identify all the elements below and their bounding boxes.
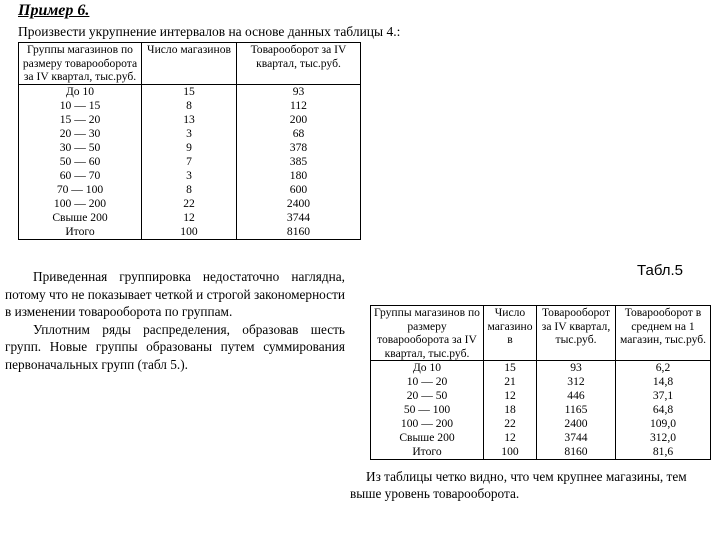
table-cell: 12: [142, 211, 237, 225]
conclusion-text: [350, 468, 715, 502]
table-cell: 3744: [537, 431, 616, 445]
table-cell: 100: [142, 225, 237, 240]
table-cell: 20 — 30: [19, 127, 142, 141]
table-row: [371, 361, 711, 376]
table-cell: 180: [237, 169, 361, 183]
table-cell: 600: [237, 183, 361, 197]
explanation-p2: Уплотним ряды распределения, образовав шесть групп. Новые группы образованы путем суммирования первоначальных групп (табл 5.).: [5, 321, 345, 372]
table-cell: 10 — 20: [371, 375, 484, 389]
table-cell: 37,1: [616, 389, 711, 403]
table-cell: 7: [142, 155, 237, 169]
table-row: [19, 183, 361, 197]
table-cell: 68: [237, 127, 361, 141]
table-cell: 93: [537, 361, 616, 376]
table-cell: 64,8: [616, 403, 711, 417]
table-cell: 60 — 70: [19, 169, 142, 183]
table-cell: 2400: [537, 417, 616, 431]
table-cell: 22: [142, 197, 237, 211]
table-row: [371, 375, 711, 389]
table-cell: 18: [484, 403, 537, 417]
table-4-body: [19, 84, 361, 239]
table-5-body: [371, 361, 711, 460]
table-cell: 50 — 60: [19, 155, 142, 169]
table-row: [19, 84, 361, 99]
table-cell: 12: [484, 431, 537, 445]
table-cell: 100 — 200: [19, 197, 142, 211]
header-count: Число магазино в: [484, 306, 537, 361]
table-cell: Итого: [19, 225, 142, 240]
table-row: [19, 127, 361, 141]
table-cell: 10 — 15: [19, 99, 142, 113]
table-row: [19, 113, 361, 127]
page-title: Пример 6.: [18, 2, 90, 19]
table-cell: 312: [537, 375, 616, 389]
table-row: [19, 99, 361, 113]
table-4: [18, 42, 361, 240]
table-cell: 12: [484, 389, 537, 403]
table-row: [19, 225, 361, 240]
table-cell: 93: [237, 84, 361, 99]
table-row: [19, 211, 361, 225]
table-cell: 100: [484, 445, 537, 460]
table-cell: 109,0: [616, 417, 711, 431]
table-cell: 15 — 20: [19, 113, 142, 127]
header-avg-turnover: Товарооборот в среднем на 1 магазин, тыс.руб.: [616, 306, 711, 361]
table-cell: 15: [484, 361, 537, 376]
table-cell: 9: [142, 141, 237, 155]
table-cell: Свыше 200: [19, 211, 142, 225]
table-cell: 50 — 100: [371, 403, 484, 417]
table-cell: 8160: [237, 225, 361, 240]
explanation-p1: Приведенная группировка недостаточно наглядна, потому что не показывает четкой и строгой закономерности в изменении товарооборота по группам.: [5, 269, 345, 319]
table-cell: 8160: [537, 445, 616, 460]
table-cell: 1165: [537, 403, 616, 417]
table-cell: До 10: [19, 84, 142, 99]
header-count: Число магазинов: [142, 43, 237, 85]
table-row: [19, 169, 361, 183]
table-cell: 100 — 200: [371, 417, 484, 431]
table-cell: 3744: [237, 211, 361, 225]
table-row: [371, 417, 711, 431]
table-row: [19, 141, 361, 155]
table-cell: До 10: [371, 361, 484, 376]
table-cell: 6,2: [616, 361, 711, 376]
table-cell: 20 — 50: [371, 389, 484, 403]
table-5: [370, 305, 711, 460]
table-row: [371, 389, 711, 403]
header-turnover: Товарооборот за IV квартал, тыс.руб.: [537, 306, 616, 361]
table-cell: 446: [537, 389, 616, 403]
table-cell: 3: [142, 127, 237, 141]
table-cell: 81,6: [616, 445, 711, 460]
table-cell: 312,0: [616, 431, 711, 445]
table-cell: 70 — 100: [19, 183, 142, 197]
header-groups: Группы магазинов по размеру товарооборота за IV квартал, тыс.руб.: [371, 306, 484, 361]
table-cell: 8: [142, 183, 237, 197]
table-cell: 378: [237, 141, 361, 155]
table-cell: 2400: [237, 197, 361, 211]
explanation-paragraph: [5, 268, 345, 373]
table-cell: 15: [142, 84, 237, 99]
table-cell: Свыше 200: [371, 431, 484, 445]
table-row: [371, 403, 711, 417]
table-cell: 13: [142, 113, 237, 127]
conclusion-sentence: Из таблицы четко видно, что чем крупнее магазины, тем выше уровень товарооборота.: [350, 469, 687, 501]
table-cell: 22: [484, 417, 537, 431]
table-cell: 385: [237, 155, 361, 169]
table-cell: Итого: [371, 445, 484, 460]
table-cell: 3: [142, 169, 237, 183]
table-header-row: [19, 43, 361, 85]
table-row: [371, 445, 711, 460]
table-cell: 200: [237, 113, 361, 127]
table-row: [19, 197, 361, 211]
table-5-label: Табл.5: [637, 262, 684, 279]
table-row: [19, 155, 361, 169]
header-turnover: Товарооборот за IV квартал, тыс.руб.: [237, 43, 361, 85]
table-header-row: [371, 306, 711, 361]
intro-text: Произвести укрупнение интервалов на основе данных таблицы 4.:: [18, 24, 401, 39]
table-cell: 112: [237, 99, 361, 113]
table-cell: 8: [142, 99, 237, 113]
header-groups: Группы магазинов по размеру товарооборота за IV квартал, тыс.руб.: [19, 43, 142, 85]
table-cell: 21: [484, 375, 537, 389]
table-cell: 14,8: [616, 375, 711, 389]
table-row: [371, 431, 711, 445]
table-cell: 30 — 50: [19, 141, 142, 155]
